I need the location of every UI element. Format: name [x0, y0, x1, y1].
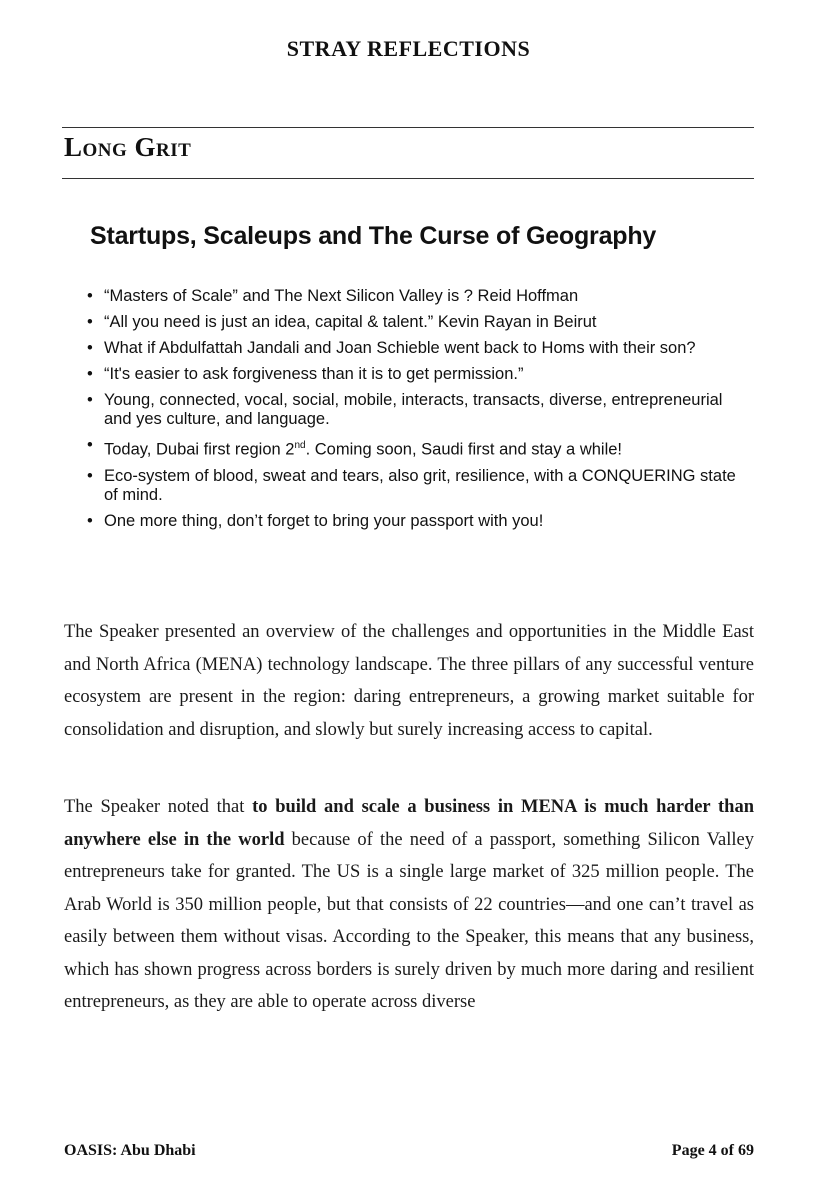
bullet-item: • Today, Dubai first region 2nd. Coming soon, Saudi first and stay a while! [87, 436, 623, 459]
bullet-icon: • [87, 466, 93, 485]
bullet-icon: • [87, 365, 93, 383]
emphasis-text: to build and scale a business in MENA is much harder than anywhere else in the world [64, 797, 755, 850]
bullet-item: • “Masters of Scale” and The Next Silicon Valley is ? Reid Hoffman [87, 287, 579, 305]
section-rule-top [62, 127, 754, 128]
bullet-icon: • [87, 287, 93, 305]
bullet-icon: • [87, 436, 93, 454]
slide-title: Startups, Scaleups and The Curse of Geography [90, 222, 657, 250]
slide-bullet-list [86, 287, 746, 531]
bullet-item: • Eco-system of blood, sweat and tears, also grit, resilience, with a CONQUERING state of mind. [87, 466, 736, 504]
body-paragraph-2: The Speaker noted that to build and scale a business in MENA is much harder than anywhere else in the world because of the need of a passport, something Silicon Valley entrepreneurs take for granted. The US is a single large market of 325 million people. The Arab World is 350 million people, but that consists of 22 countries—and one can’t travel as easily between them without visas. According to the Speaker, this means that any business, which has shown progress across borders is surely driven by much more daring and resilient entrepreneurs, as they are able to operate across diverse [64, 797, 755, 1012]
slide-image [86, 214, 746, 538]
bullet-item: • “All you need is just an idea, capital & talent.” Kevin Rayan in Beirut [87, 313, 597, 331]
bullet-item: • One more thing, don’t forget to bring your passport with you! [87, 511, 544, 530]
section-title: Long Grit [64, 132, 192, 162]
bullet-icon: • [87, 391, 93, 409]
bullet-icon: • [87, 313, 93, 331]
footer-document-name: OASIS: Abu Dhabi [64, 1142, 196, 1159]
running-header: STRAY REFLECTIONS [286, 36, 531, 61]
bullet-item: • What if Abdulfattah Jandali and Joan Schieble went back to Homs with their son? [87, 339, 696, 357]
bullet-icon: • [87, 511, 93, 530]
body-paragraph-1: The Speaker presented an overview of the challenges and opportunities in the Middle East and North Africa (MENA) technology landscape. The three pillars of any successful venture ecosystem are present in the region: daring entrepreneurs, a growing market suitable for consolidation and disruption, and slowly but surely increasing access to capital. [64, 622, 754, 740]
bullet-item: • “It's easier to ask forgiveness than it is to get permission.” [87, 365, 524, 383]
bullet-icon: • [87, 339, 93, 357]
bullet-item: • Young, connected, vocal, social, mobile, interacts, transacts, diverse, entrepreneurial and yes culture, and language. [87, 391, 723, 428]
footer-page-number: Page 4 of 69 [671, 1142, 754, 1159]
section-rule-bottom [62, 178, 754, 179]
